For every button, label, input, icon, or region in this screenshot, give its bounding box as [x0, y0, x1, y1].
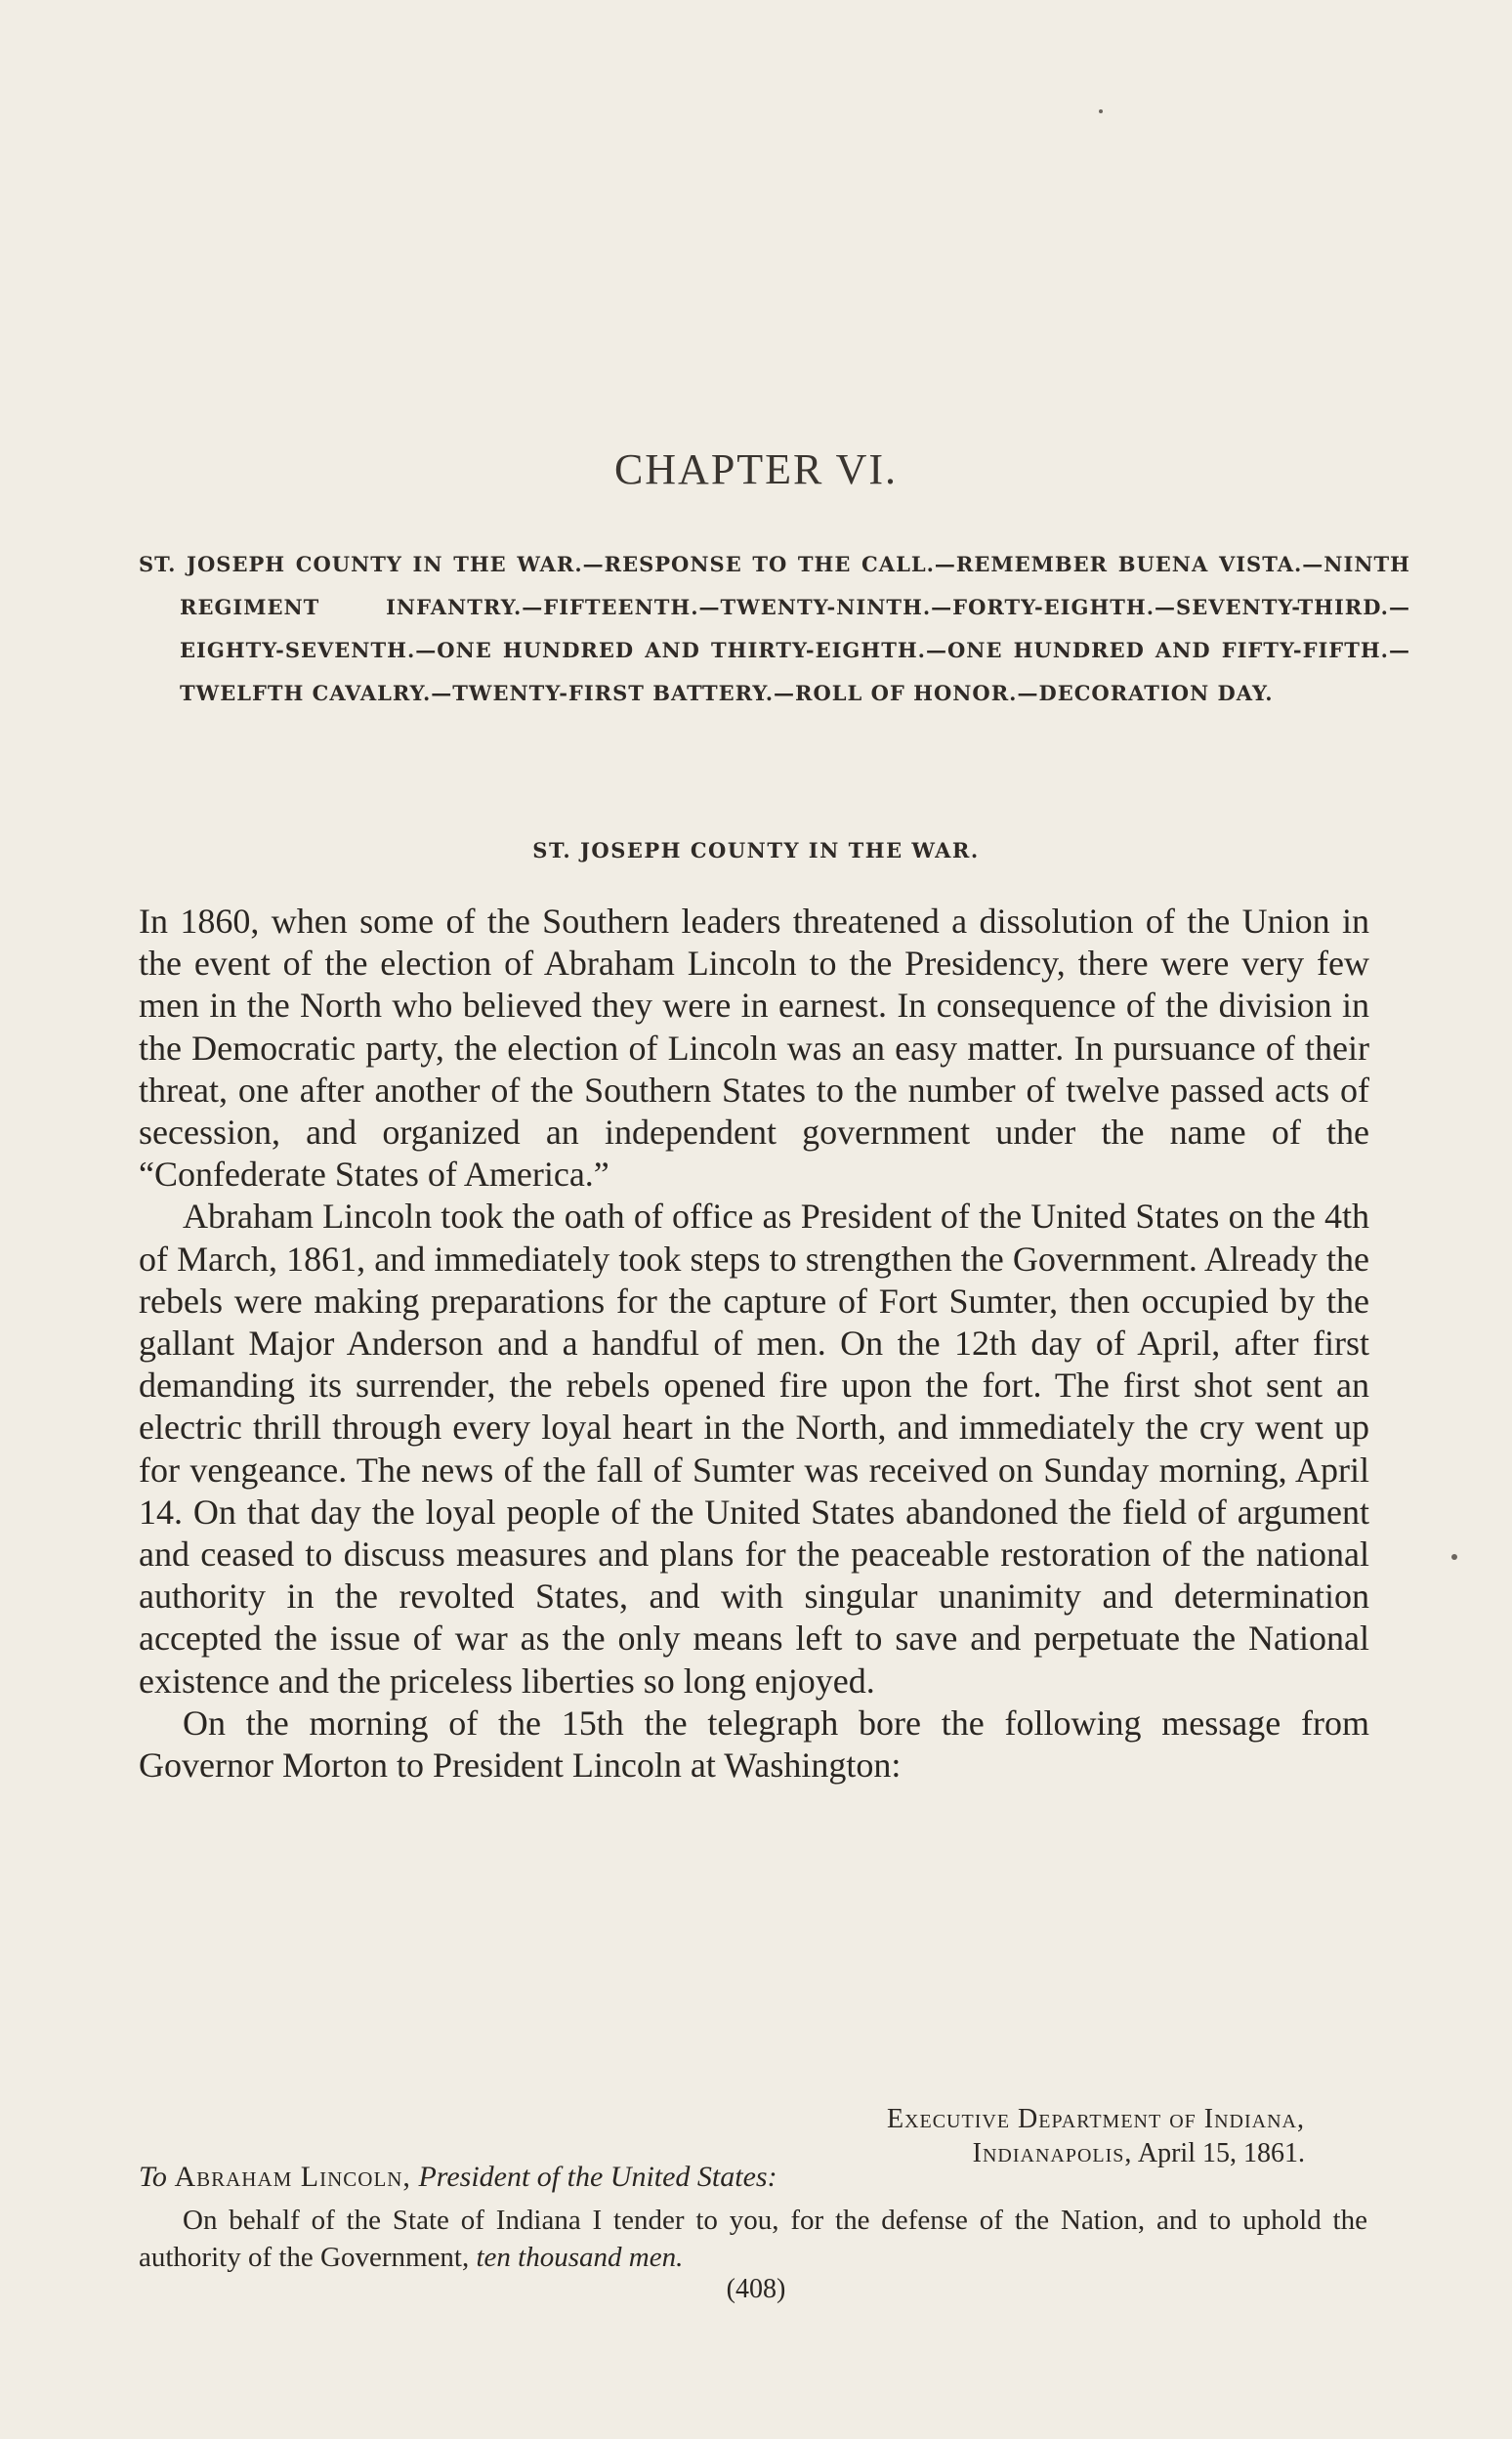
- letter-date: April 15, 1861.: [1137, 2138, 1305, 2168]
- paragraph: In 1860, when some of the Southern leaders threatened a dissolution of the Union in the event of the election of Abraham Lincoln to the Presidency, there were very few men in the North who believed they were in earnest. In consequence of the division in the Democratic party, the election of Lincoln was an easy matter. In pursuance of their threat, one after another of the Southern States to the number of twelve passed acts of secession, and organized an independent government under the name of the “Confederate States of America.”: [139, 902, 1369, 1195]
- page-speck: [1451, 1554, 1457, 1560]
- paragraph: Abraham Lincoln took the oath of office as President of the United States on the 4th of March, 1861, and immediately took steps to strengthen the Government. Already the rebels were making preparations for the capture of Fort Sumter, then occupied by the gallant Major Anderson and a handful of men. On the 12th day of April, after first demanding its surrender, the rebels opened fire upon the fort. The first shot sent an electric thrill through every loyal heart in the North, and immediately the cry went up for vengeance. The news of the fall of Sumter was received on Sunday morning, April 14. On that day the loyal people of the United States abandoned the field of argument and ceased to discuss measures and plans for the peaceable restoration of the national authority in the revolted States, and with singular unanimity and determination accepted the issue of war as the only means left to save and perpetuate the National existence and the priceless liberties so long enjoyed.: [139, 1197, 1369, 1701]
- page-speck: [1099, 109, 1103, 113]
- chapter-summary: ST. JOSEPH COUNTY IN THE WAR.—RESPONSE TO THE CALL.—REMEMBER BUENA VISTA.—NINTH REGIMENT INFANTRY.—FIFTEENTH.—TWENTY-NINTH.—FORTY-EIGHTH.—SEVENTY-THIRD.—EIGHTY-SEVENTH.—ONE HUNDRED AND THIRTY-EIGHTH.—ONE HUNDRED AND FIFTY-FIFTH.—TWELFTH CAVALRY.—TWENTY-FIRST BATTERY.—ROLL OF HONOR.—DECORATION DAY.: [139, 552, 1410, 705]
- letter-paragraph: [139, 2202, 1367, 2276]
- recipient-name: Abraham Lincoln,: [174, 2161, 411, 2193]
- department-name: Executive Department of Indiana,: [886, 2104, 1305, 2134]
- letter-department: [0, 2104, 1305, 2135]
- page-number: (408): [726, 2274, 786, 2304]
- letter-emphasis: ten thousand men.: [476, 2242, 684, 2273]
- paragraph: On the morning of the 15th the telegraph bore the following message from Governor Morton to President Lincoln at Washington:: [139, 1703, 1369, 1786]
- chapter-title: CHAPTER VI.: [613, 445, 899, 493]
- body-text: [139, 901, 1369, 1787]
- letter-salutation: [139, 2161, 777, 2194]
- section-heading: ST. JOSEPH COUNTY IN THE WAR.: [532, 838, 980, 862]
- letter-place: Indianapolis,: [972, 2138, 1133, 2168]
- salutation-to: To: [139, 2161, 167, 2193]
- recipient-title: President of the United States:: [418, 2161, 777, 2193]
- letter-body: [139, 2202, 1367, 2276]
- letter-text: On behalf of the State of Indiana I tender to you, for the defense of the Nation, and to uphold the authority of the Government,: [139, 2205, 1367, 2273]
